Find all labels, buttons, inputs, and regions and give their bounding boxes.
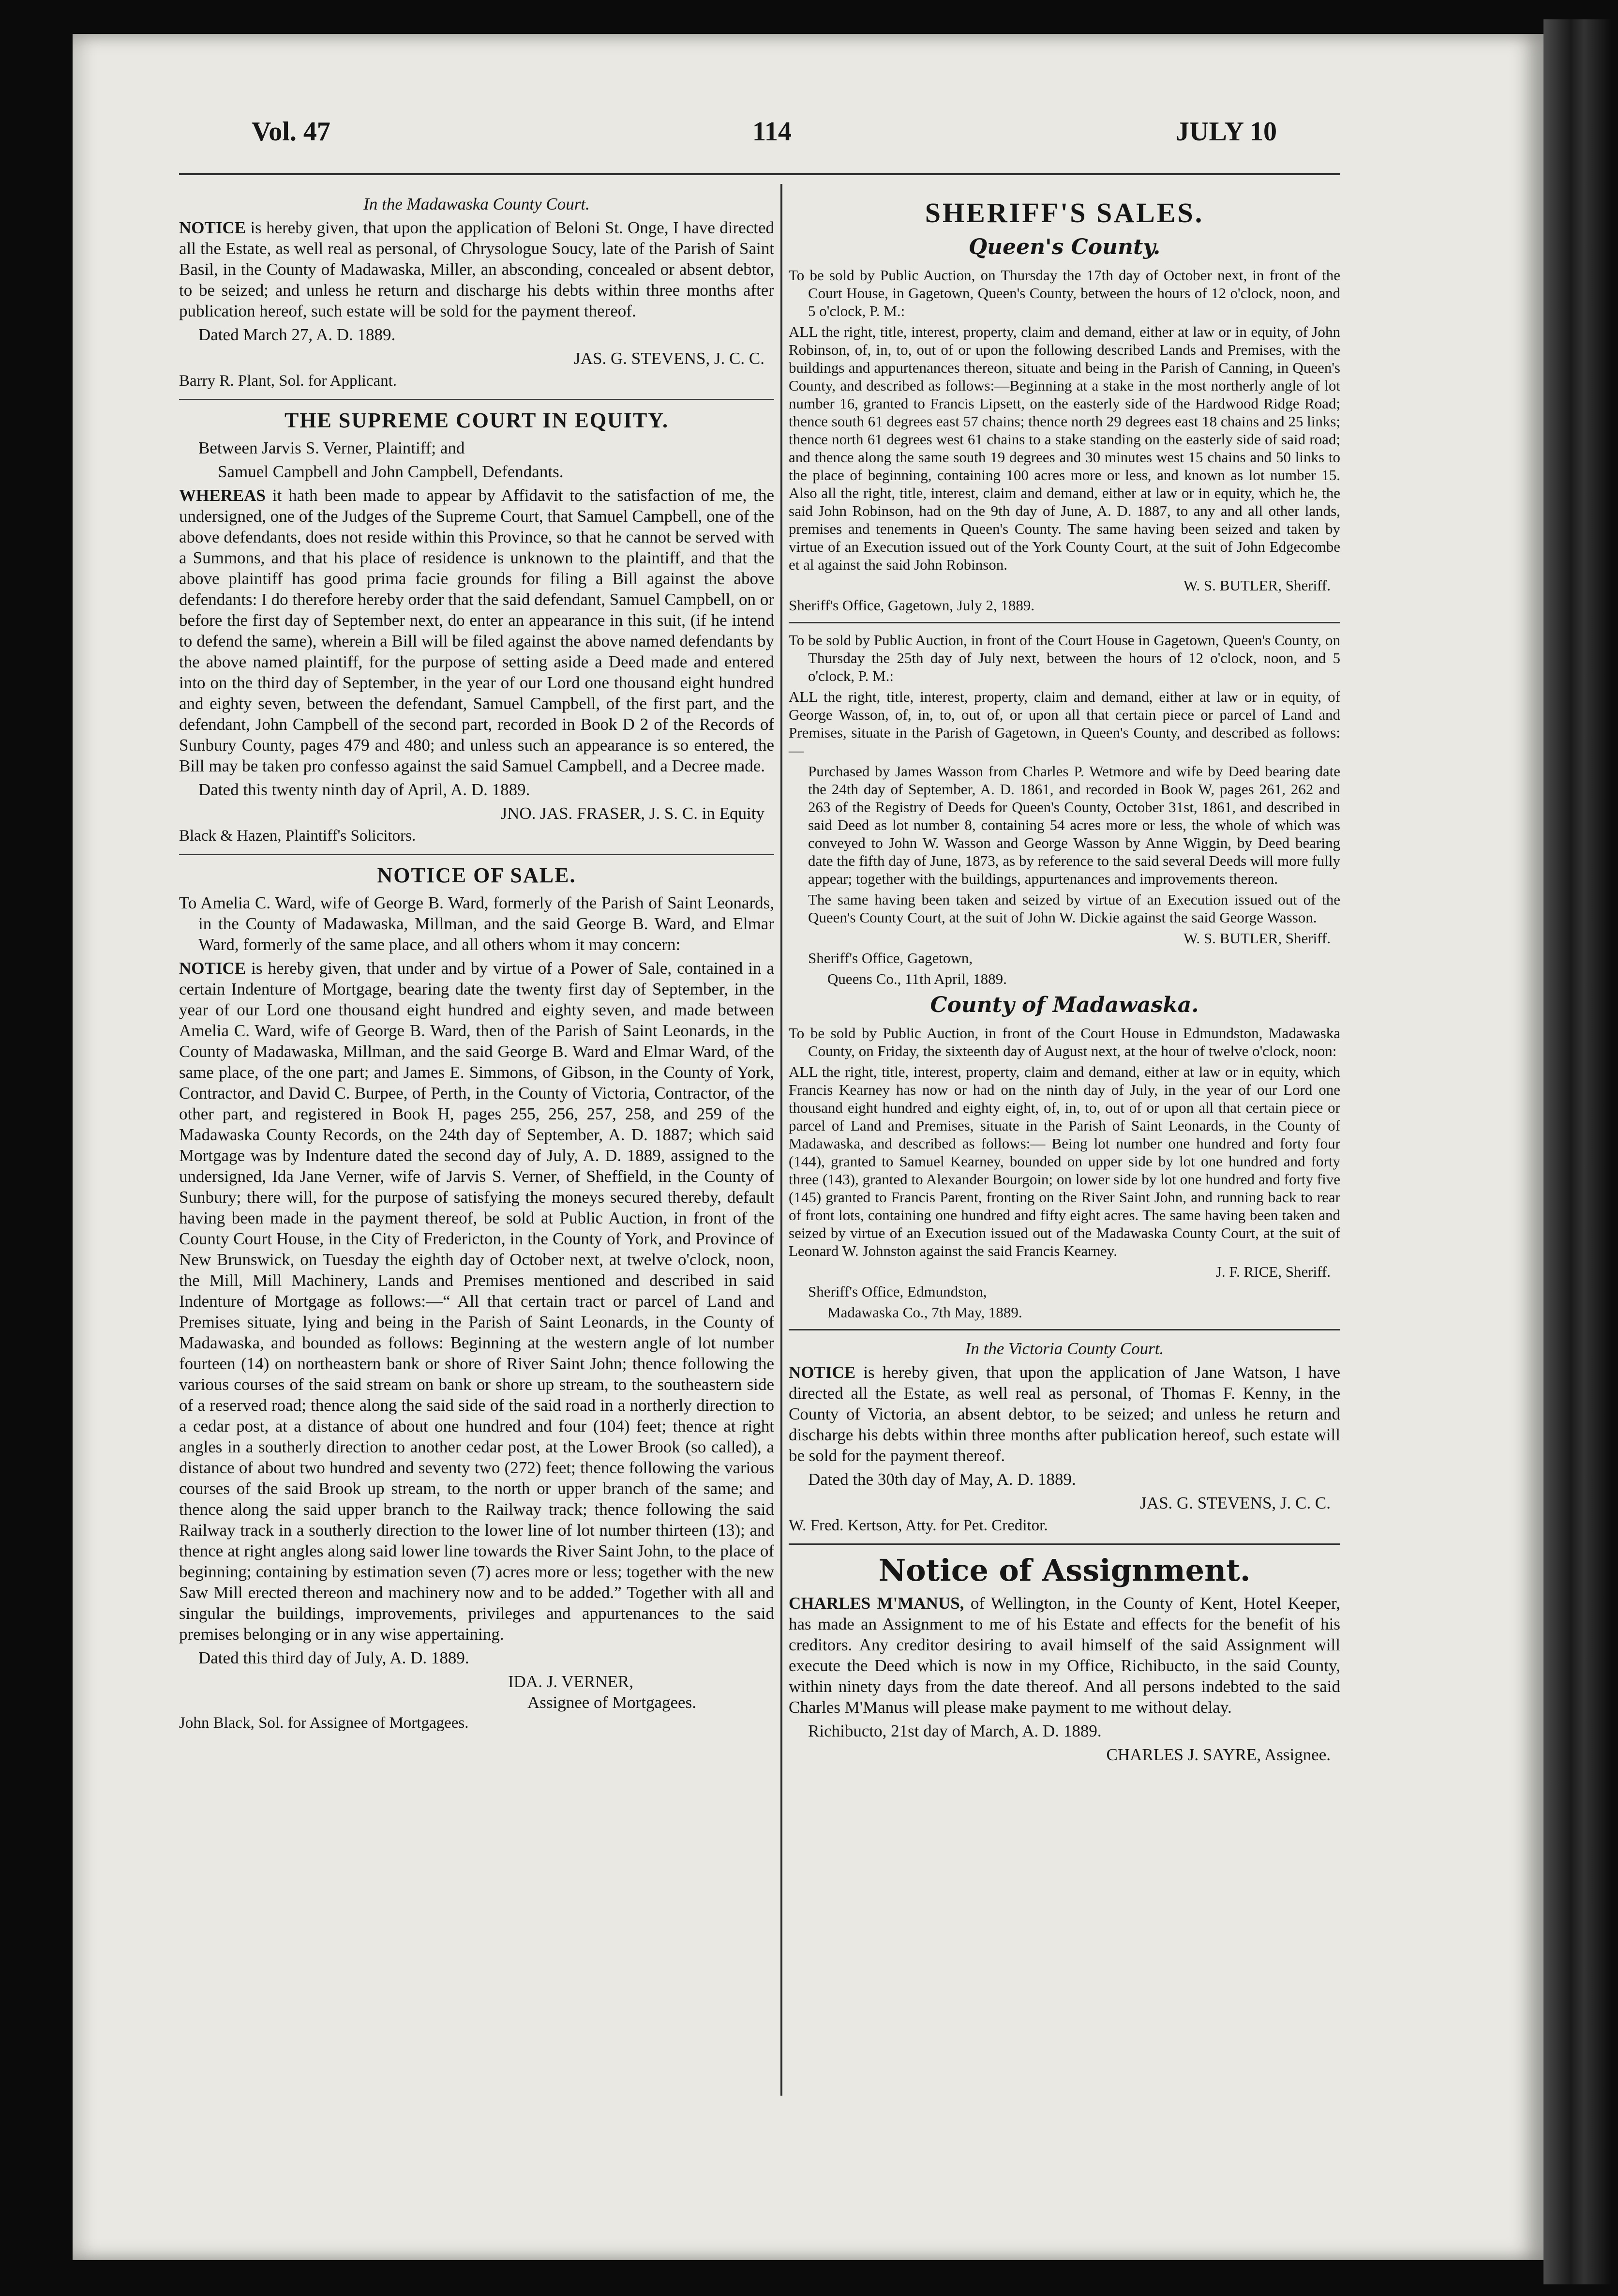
- sheriffs-sales-title: SHERIFF'S SALES.: [925, 197, 1204, 228]
- solicitor-line: John Black, Sol. for Assignee of Mortgagees.: [179, 1714, 469, 1732]
- sale-body: ALL the right, title, interest, property, claim and demand, either at law or in equity, which Francis Kearney has now or had on the ninth day of July, in the year of our Lord one thousand eight hundred and eighty eight, of, in, to, out of or upon all that certain piece or parcel of Land and Premises, situate in the Parish of Saint Leonards, in the County of Madawaska, and described as follows:— Being lot number one hundred and forty four (144), granted to Samuel Kearney, bounded on upper side by lot one hundred and forty three (143), granted to Alexander Bourgoin; on lower side by lot one hundred and forty five (145) granted to Francis Parent, fronting on the River Saint John, and running back to rear of front lots, containing one hundred and fifty eight acres. The same having been taken and seized by virtue of an Execution issued out of the Madawaska County Court, at the suit of Leonard W. Johnston against the said Francis Kearney.: [789, 1063, 1340, 1259]
- office-line-2: Queens Co., 11th April, 1889.: [827, 970, 1007, 987]
- addressee-line: To Amelia C. Ward, wife of George B. Ward, formerly of the Parish of Saint Leonards, in the County of Madawaska, Millman, and the said George B. Ward, and Elmar Ward, formerly of the same place, and all others whom it may concern:: [179, 893, 774, 954]
- signature: W. S. BUTLER, Sheriff.: [1184, 577, 1331, 594]
- signature: IDA. J. VERNER,: [508, 1672, 633, 1691]
- sale-intro: To be sold by Public Auction, in front of the Court House in Gagetown, Queen's County, on Thursday the 25th day of July next, between the hours of 12 o'clock, noon, and 5 o'clock, P. M.:: [789, 632, 1340, 684]
- office-line-2: Madawaska Co., 7th May, 1889.: [827, 1304, 1022, 1321]
- sale-intro: To be sold by Public Auction, in front of the Court House in Edmundston, Madawaska County, on Friday, the sixteenth day of August next, at the hour of twelve o'clock, noon:: [789, 1025, 1340, 1059]
- notice-of-sale: [179, 863, 774, 1733]
- assignment-notice: [789, 1553, 1340, 1765]
- dated-line: Dated this twenty ninth day of April, A. D. 1889.: [198, 780, 530, 799]
- notice-text: [789, 1362, 1340, 1466]
- dated-line: Dated March 27, A. D. 1889.: [198, 325, 396, 344]
- volume-label: Vol. 47: [252, 117, 330, 147]
- dated-line: Dated this third day of July, A. D. 1889.: [198, 1648, 469, 1667]
- assignment-lead: CHARLES M'MANUS,: [789, 1594, 964, 1613]
- sheriff-sale-kearney: [789, 1024, 1340, 1321]
- sale-body: ALL the right, title, interest, property, claim and demand, either at law or in equity, of George Wasson, of, in, to, out of, or upon all that certain piece or parcel of Land and Premises, situate in the Parish of Gagetown, in Queen's County, and described as follows:—: [789, 688, 1340, 759]
- signature: JNO. JAS. FRASER, J. S. C. in Equity: [500, 804, 764, 823]
- notice-body: is hereby given, that upon the application of Jane Watson, I have directed all the Estate, as well real as personal, of Thomas F. Kenny, in the County of Victoria, an absent debtor, to be seized; and unless he return and discharge his debts within three months after publication hereof, such estate will be sold for the payment thereof.: [789, 1363, 1340, 1465]
- right-column: [789, 194, 1340, 1767]
- madawaska-court-notice: [179, 194, 774, 391]
- signature: CHARLES J. SAYRE, Assignee.: [1106, 1745, 1331, 1764]
- assignment-title: Notice of Assignment.: [878, 1553, 1251, 1588]
- column-divider: [780, 184, 782, 2096]
- section-title: NOTICE OF SALE.: [377, 863, 576, 887]
- section-rule: [179, 399, 774, 400]
- solicitor-line: Black & Hazen, Plaintiff's Solicitors.: [179, 827, 416, 845]
- between-line: Between Jarvis S. Verner, Plaintiff; and: [198, 438, 465, 457]
- notice-body: is hereby given, that upon the application of Beloni St. Onge, I have directed all the Estate, as well real as personal, of Chrysologue Soucy, late of the Parish of Saint Basil, in the County of Madawaska, Miller, an absconding, concealed or absent debtor, to be seized; and unless he return and discharge his debts within three months after publication hereof, such estate will be sold for the payment thereof.: [179, 218, 774, 320]
- dated-line: Richibucto, 21st day of March, A. D. 1889.: [808, 1722, 1102, 1740]
- office-line: Sheriff's Office, Gagetown,: [808, 950, 973, 967]
- office-line: Sheriff's Office, Edmundston,: [808, 1283, 987, 1300]
- dated-line: Dated the 30th day of May, A. D. 1889.: [808, 1470, 1076, 1489]
- notice-text: [179, 958, 774, 1645]
- sheriff-sale-wasson: [789, 631, 1340, 988]
- section-rule: [179, 854, 774, 855]
- assignment-text: [789, 1593, 1340, 1718]
- section-title: THE SUPREME COURT IN EQUITY.: [284, 408, 669, 432]
- court-heading: In the Victoria County Court.: [965, 1339, 1164, 1358]
- signature: J. F. RICE, Sheriff.: [1215, 1263, 1331, 1280]
- signature: W. S. BUTLER, Sheriff.: [1184, 930, 1331, 947]
- left-column: [179, 194, 774, 1736]
- book-edge: [1543, 19, 1611, 2284]
- supreme-court-notice: [179, 408, 774, 846]
- issue-date: JULY 10: [1176, 117, 1277, 147]
- sale-intro: To be sold by Public Auction, on Thursday the 17th day of October next, in front of the Court House, in Gagetown, Queen's County, between the hours of 12 o'clock, noon, and 5 o'clock, P. M.:: [789, 267, 1340, 319]
- queens-county-heading: Queen's County.: [968, 235, 1161, 259]
- page-number: 114: [752, 117, 792, 147]
- whereas-lead: WHEREAS: [179, 486, 266, 505]
- court-heading: In the Madawaska County Court.: [363, 195, 590, 213]
- notice-text: [179, 217, 774, 321]
- header-rule: [179, 173, 1340, 175]
- section-rule: [789, 1329, 1340, 1330]
- notice-lead: NOTICE: [179, 218, 246, 237]
- sale-body-2: Purchased by James Wasson from Charles P. Wetmore and wife by Deed bearing date the 24th day of September, A. D. 1861, and recorded in Book W, pages 261, 262 and 263 of the Registry of Deeds for Queen's County, October 31st, 1861, and described in said Deed as lot number 8, containing 54 acres more or less, the whole of which was conveyed to John W. Wasson and George Wasson by Anne Wiggin, by Deed bearing date the fifth day of June, 1873, as by reference to the said several Deeds will more fully appear; together with the buildings, appurtenances and improvements thereon.: [808, 763, 1340, 887]
- notice-body: is hereby given, that under and by virtue of a Power of Sale, contained in a certain Indenture of Mortgage, bearing date the twenty first day of September, in the year of our Lord one thousand eight hundred and eighty seven, and made between Amelia C. Ward, wife of George B. Ward, then of the Parish of Saint Leonards, in the County of Madawaska, Millman, and the said George B. Ward and Elmar Ward, of the same place, of the one part; and James E. Simmons, of Gibson, in the County of York, Contractor, and David C. Burpee, of Perth, in the County of Victoria, Contractor, of the other part, and registered in Book H, pages 255, 256, 257, 258, and 259 of the Madawaska County Records, on the 24th day of September, A. D. 1887; which said Mortgage was by Indenture dated the second day of July, A. D. 1889, assigned to the undersigned, Ida Jane Verner, wife of Jarvis S. Verner, of Sheffield, in the County of Sunbury; there will, for the purpose of satisfying the moneys secured thereby, default having been made in the payment thereof, be sold at Public Auction, in front of the County Court House, in the City of Fredericton, in the County of York, and Province of New Brunswick, on Tuesday the eighth day of October next, at twelve o'clock, noon, the Mill, Mill Machinery, Lands and Premises mentioned and described in said Indenture of Mortgage as follows:—“ All that certain tract or parcel of Land and Premises situate, lying and being in the Parish of Saint Leonards, in the County of Madawaska, and bounded as follows: Beginning at the western angle of lot number fourteen (14) on northeastern bank or shore of River Saint John; thence following the various courses of the said stream on bank or shore up stream, to the southeastern side of a reserved road; thence along the said side of the said road in a northerly direction to a cedar post, at a distance of about one hundred and four (104) feet; thence at right angles in a southerly direction to another cedar post, at the Lower Brook (so called), a distance of about two hundred and seventy two (272) feet; thence following the various courses of the said Brook up stream, to the north or upper branch of the same; and thence along the said upper branch to the Railway track; thence following the said Railway track in a southerly direction to the lower line of lot number thirteen (13); and thence at right angles along said lower line towards the River Saint John, to the place of beginning; containing by estimation seven (7) acres more or less; together with the new Saw Mill erected thereon and machinery now and to be added.” Together with all and singular the buildings, improvements, privileges and appurtenances to the said premises belonging or in any wise appertaining.: [179, 959, 774, 1644]
- signature-role: Assignee of Mortgagees.: [527, 1693, 696, 1712]
- notice-lead: NOTICE: [179, 959, 246, 978]
- attorney-line: W. Fred. Kertson, Atty. for Pet. Creditor.: [789, 1517, 1048, 1534]
- whereas-body: it hath been made to appear by Affidavit to the satisfaction of me, the undersigned, one of the Judges of the Supreme Court, that Samuel Campbell, one of the above defendants, does not reside within this Province, so that he cannot be served with a Summons, and that his place of residence is unknown to the plaintiff, and that the above plaintiff has good prima facie grounds for filing a Bill against the above defendants: I do therefore hereby order that the said defendant, Samuel Campbell, on or before the first day of September next, do enter an appearance in this suit, (if he intend to defend the same), wherein a Bill will be filed against the above named defendants by the above named plaintiff, for the purpose of setting aside a Deed made and entered into on the third day of September, in the year of our Lord one thousand eight hundred and eighty seven, between the defendant, Samuel Campbell, of the first part, and the defendant, John Campbell of the second part, recorded in Book D 2 of the Records of Sunbury County, pages 479 and 480; and unless such an appearance is so entered, the Bill may be taken pro confesso against the said Samuel Campbell, and a Decree made.: [179, 486, 774, 775]
- signature: JAS. G. STEVENS, J. C. C.: [1140, 1494, 1331, 1512]
- solicitor-line: Barry R. Plant, Sol. for Applicant.: [179, 372, 397, 390]
- madawaska-county-heading: County of Madawaska.: [930, 993, 1199, 1017]
- office-line: Sheriff's Office, Gagetown, July 2, 1889.: [789, 597, 1035, 614]
- sheriff-sale-robinson: [789, 266, 1340, 614]
- victoria-court-notice: [789, 1338, 1340, 1536]
- signature: JAS. G. STEVENS, J. C. C.: [574, 349, 764, 368]
- section-rule: [789, 622, 1340, 623]
- between-line-2: Samuel Campbell and John Campbell, Defendants.: [218, 462, 564, 481]
- sale-body-3: The same having been taken and seized by virtue of an Execution issued out of the Queen's County Court, at the suit of John W. Dickie against the said George Wasson.: [808, 891, 1340, 926]
- section-rule: [789, 1543, 1340, 1545]
- assignment-body: of Wellington, in the County of Kent, Hotel Keeper, has made an Assignment to me of his Estate and effects for the benefit of his creditors. Any creditor desiring to avail himself of the said Assignment will execute the Deed which is now in my Office, Richibucto, in the said County, within ninety days from the date thereof. And all persons indebted to the said Charles M'Manus will please make payment to me without delay.: [789, 1594, 1340, 1717]
- whereas-text: [179, 485, 774, 776]
- notice-lead: NOTICE: [789, 1363, 856, 1382]
- sale-body: ALL the right, title, interest, property, claim and demand, either at law or in equity, of John Robinson, of, in, to, out of or upon the following described Lands and Premises, with the buildings and appurtenances thereon, situate and being in the Parish of Canning, in Queen's County, and described as follows:—Beginning at a stake in the most northerly angle of lot number 16, granted to Francis Lipsett, on the easterly side of the Hardwood Ridge Road; thence south 61 degrees east 57 chains; thence north 29 degrees east 18 chains and 25 links; thence north 61 degrees west 61 chains to a stake standing on the easterly side of said road; and thence along the same south 19 degrees and 30 minutes west 15 chains and 50 links to the place of beginning, containing 100 acres more or less, and known as lot number 15. Also all the right, title, interest, claim and demand, either at law or in equity, which he, the said John Robinson, had on the 9th day of June, A. D. 1887, to any and all other lands, premises and tenements in Queen's County. The same having been seized and taken by virtue of an Execution issued out of the York County Court, at the suit of John Edgecombe et al against the said John Robinson.: [789, 323, 1340, 573]
